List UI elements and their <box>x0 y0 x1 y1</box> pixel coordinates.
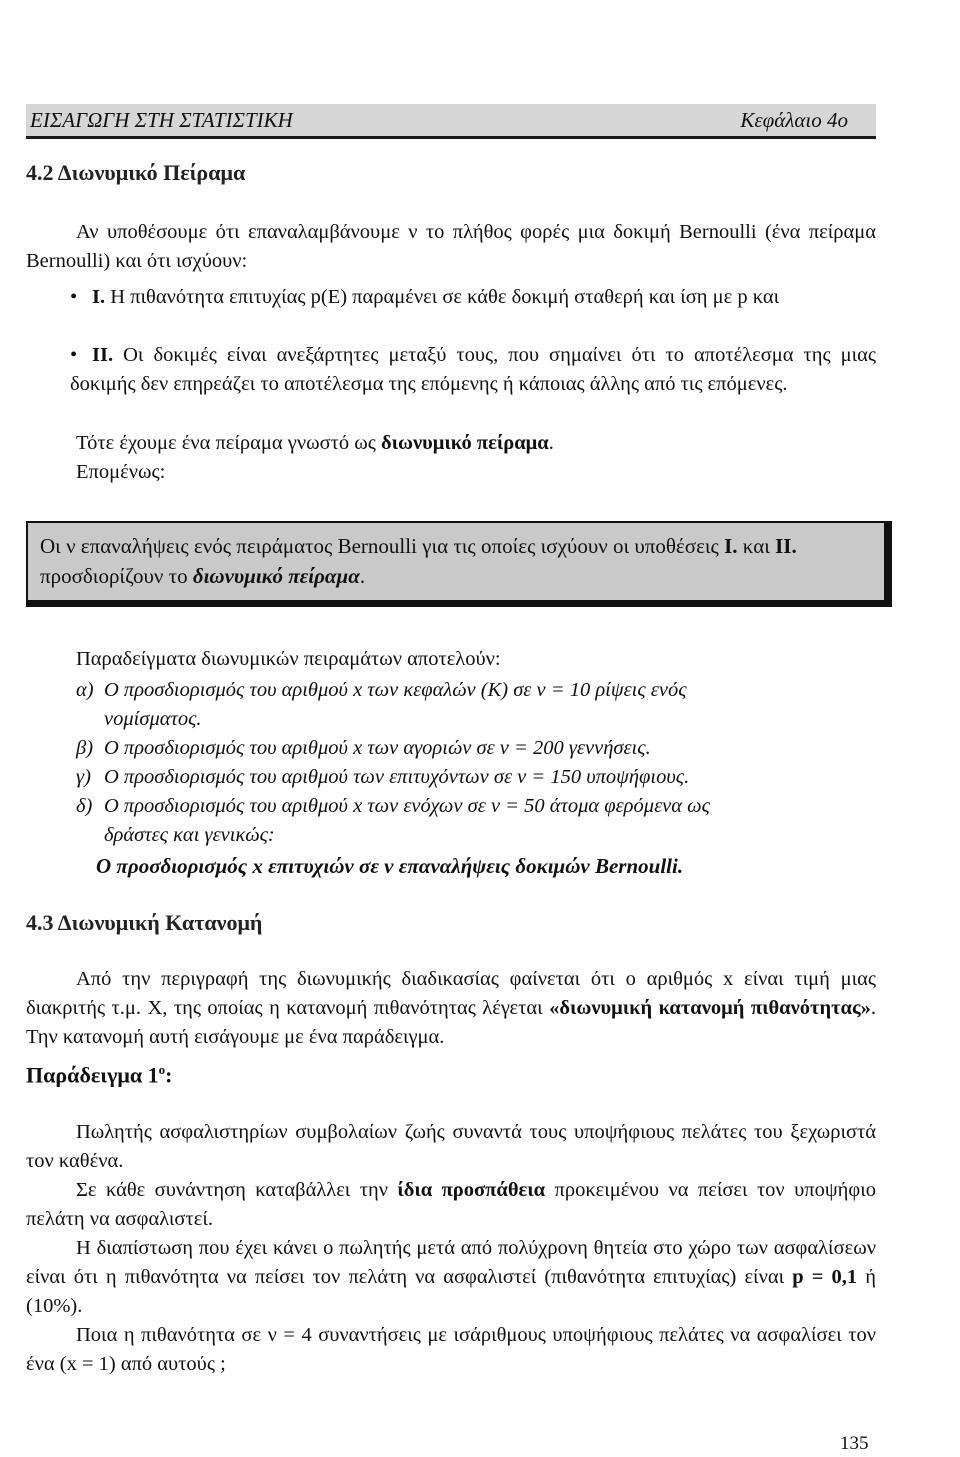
header-chapter: Κεφάλαιο 4ο <box>740 108 848 132</box>
example-text: Ο προσδιορισμός του αριθμού x των ενόχων σε ν = 50 άτομα φερόμενα ως <box>104 795 710 817</box>
p3-bold: p = 0,1 <box>792 1266 858 1288</box>
example-text: Ο προσδιορισμός του αριθμού x των κεφαλών (Κ) σε ν = 10 ρίψεις ενός <box>104 679 687 701</box>
box-end: . <box>359 564 366 588</box>
p3-text: Η διαπίστωση που έχει κάνει ο πωλητής μετά από πολύχρονη θητεία στο χώρο των ασφαλίσεων είναι ότι η πιθανότητα να πείσει τον πελάτη να ασφαλιστεί (πιθανότητα επιτυχίας) είναι <box>26 1237 876 1288</box>
section-title-4-3: 4.3 Διωνυμική Κατανομή <box>26 910 263 935</box>
intro-paragraph: Αν υποθέσουμε ότι επαναλαμβάνουμε ν το πλήθος φορές μια δοκιμή Bernoulli (ένα πείραμα Bernoulli) και ότι ισχύουν: <box>26 221 876 272</box>
box-bold-italic: διωνυμικό πείραμα <box>192 564 360 588</box>
box-text: Οι ν επαναλήψεις ενός πειράματος Bernoulli για τις οποίες ισχύουν οι υποθέσεις <box>40 534 725 558</box>
p2-text: Σε κάθε συνάντηση καταβάλλει την <box>76 1179 398 1201</box>
example-paragraph-3 <box>26 1234 876 1321</box>
bullet-item-1 <box>70 283 876 312</box>
p3-end: ή (10%). <box>26 1266 876 1317</box>
example-item <box>76 734 876 763</box>
example-paragraph-2 <box>26 1176 876 1234</box>
p2-end: προκειμένου να πείσει τον υποψήφιο πελάτη να ασφαλιστεί. <box>26 1179 877 1230</box>
dist-bold: «διωνυμική κατανομή πιθανότητας» <box>549 997 871 1019</box>
example-label: β) <box>76 737 94 759</box>
bullet-dot-icon: • <box>70 286 78 308</box>
p2-bold: ίδια προσπάθεια <box>397 1179 546 1201</box>
example-label: γ) <box>76 766 91 788</box>
example-label: α) <box>76 679 94 701</box>
bullet-text: Οι δοκιμές είναι ανεξάρτητες μεταξύ τους, που σημαίνει ότι το αποτέλεσμα της μιας δοκιμής δεν επηρεάζει το αποτέλεσμα της επόμενης ή κάποιας άλλης από τις επόμενες. <box>70 344 876 395</box>
example-label: δ) <box>76 795 93 817</box>
bullet-item-2 <box>70 341 876 399</box>
example-cont: δράστες και γενικώς: <box>104 824 275 846</box>
example-title-end: : <box>165 1062 173 1088</box>
example-item <box>76 763 876 792</box>
box-mid2: προσδιορίζουν το <box>40 564 193 588</box>
then-line <box>76 429 876 458</box>
dist-text: Από την περιγραφή της διωνυμικής διαδικασίας φαίνεται ότι ο αριθμός x είναι τιμή μιας διακριτής τ.μ. Χ, της οποίας η κατανομή πιθανότητας λέγεται <box>26 968 876 1019</box>
then-end: . <box>548 432 554 454</box>
therefore-line: Επομένως: <box>76 461 166 483</box>
then-text: Τότε έχουμε ένα πείραμα γνωστό ως <box>76 432 381 454</box>
general-statement: Ο προσδιορισμός x επιτυχιών σε ν επαναλήψεις δοκιμών Bernoulli. <box>96 854 684 878</box>
bullet-num: II. <box>92 344 114 366</box>
example-question: Ποια η πιθανότητα σε ν = 4 συναντήσεις με ισάριθμους υποψήφιους πελάτες να ασφαλίσει τον ένα (x = 1) από αυτούς ; <box>26 1324 876 1375</box>
example-title-text: Παράδειγμα 1 <box>26 1062 159 1088</box>
box-i: I. <box>724 534 738 558</box>
header-book-title: ΕΙΣΑΓΩΓΗ ΣΤΗ ΣΤΑΤΙΣΤΙΚΗ <box>30 108 293 132</box>
example-item <box>76 676 876 734</box>
example-title <box>26 1055 876 1089</box>
example-paragraph-1: Πωλητής ασφαλιστηρίων συμβολαίων ζωής συναντά τους υποψήφιους πελάτες του ξεχωριστά τον καθένα. <box>26 1121 876 1172</box>
examples-intro: Παραδείγματα διωνυμικών πειραμάτων αποτελούν: <box>76 648 501 670</box>
example-cont: νομίσματος. <box>104 708 202 730</box>
page-number: 135 <box>840 1433 869 1454</box>
then-bold: διωνυμικό πείραμα <box>380 432 549 454</box>
example-title-sup: ο <box>158 1062 166 1077</box>
box-ii: II. <box>775 534 797 558</box>
example-item <box>76 792 876 850</box>
bullet-num: I. <box>92 286 106 308</box>
bullet-dot-icon: • <box>70 344 78 366</box>
distribution-paragraph <box>26 965 876 1052</box>
box-mid: και <box>737 534 776 558</box>
section-title-4-2: 4.2 Διωνυμικό Πείραμα <box>26 160 246 185</box>
example-text: Ο προσδιορισμός του αριθμού x των αγοριών σε ν = 200 γεννήσεις. <box>104 737 651 759</box>
bullet-text: Η πιθανότητα επιτυχίας p(E) παραμένει σε κάθε δοκιμή σταθερή και ίση με p και <box>105 286 780 308</box>
definition-box <box>26 521 892 607</box>
example-text: Ο προσδιορισμός του αριθμού των επιτυχόντων σε ν = 150 υποψήφιους. <box>104 766 690 788</box>
dist-end: . Την κατανομή αυτή εισάγουμε με ένα παράδειγμα. <box>26 997 876 1048</box>
running-header <box>26 104 876 139</box>
